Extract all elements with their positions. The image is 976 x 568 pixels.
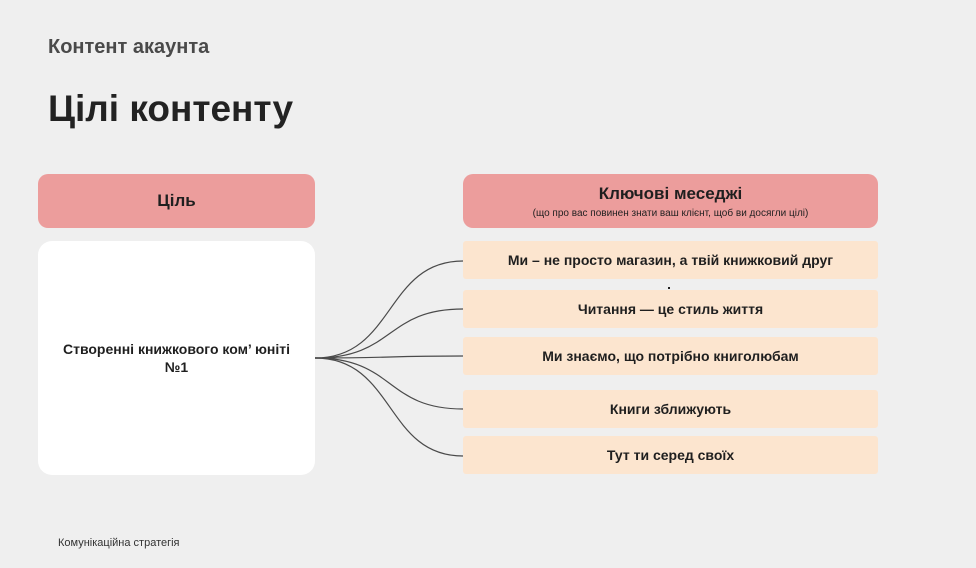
goal-header-label: Ціль: [157, 191, 196, 210]
goal-text: Створенні книжкового ком’ юніті №1: [62, 340, 290, 375]
message-item-4: Книги зближують: [463, 390, 878, 428]
messages-header-subtitle: (що про вас повинен знати ваш клієнт, щоб ви досягли цілі): [532, 207, 809, 219]
slide-title: Цілі контенту: [48, 88, 294, 129]
message-item-5: Тут ти серед своїх: [463, 436, 878, 474]
message-item-3: Ми знаємо, що потрібно книголюбам: [463, 337, 878, 375]
stray-dot: [668, 287, 670, 289]
messages-header-label: Ключові меседжі: [598, 183, 743, 203]
message-item-1: Ми – не просто магазин, а твій книжковий друг: [463, 241, 878, 279]
message-item-2: Читання — це стиль життя: [463, 290, 878, 328]
connector-line-2: [315, 309, 463, 358]
connector-line-1: [315, 261, 463, 358]
connector-line-4: [315, 358, 463, 409]
slide-subtitle: Контент акаунта: [48, 36, 210, 58]
footer-label: Комунікаційна стратегія: [58, 537, 180, 549]
